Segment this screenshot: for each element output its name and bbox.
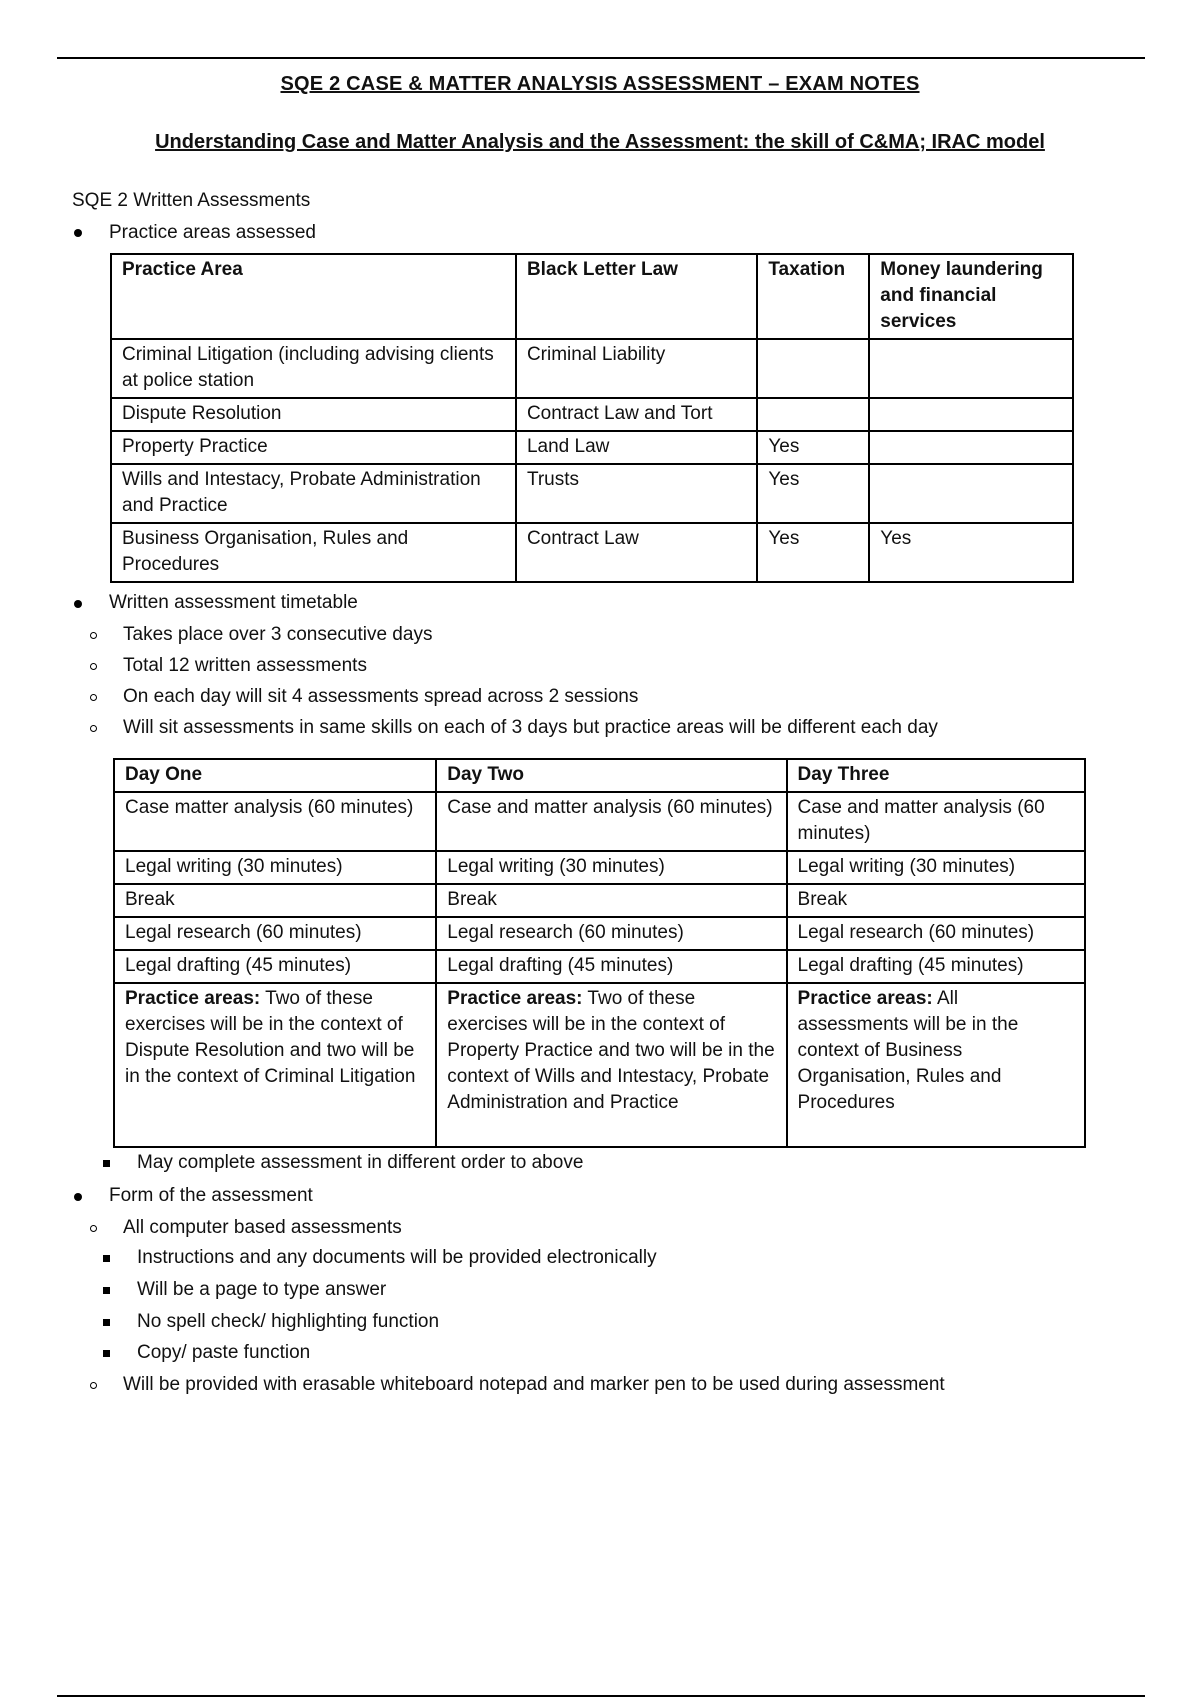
practice-areas-label: Practice areas: bbox=[447, 988, 583, 1009]
timetable-sub-item: Total 12 written assessments bbox=[123, 655, 367, 676]
header-day-one: Day One bbox=[114, 759, 436, 792]
table-cell: Break bbox=[114, 884, 436, 917]
table-cell: Legal writing (30 minutes) bbox=[787, 851, 1085, 884]
table-cell: Break bbox=[436, 884, 786, 917]
table-row bbox=[111, 398, 1073, 431]
bullet-dot-icon bbox=[74, 1193, 82, 1201]
bullet-ring-icon bbox=[90, 725, 97, 732]
bullet-ring-icon bbox=[90, 632, 97, 639]
table-header-row bbox=[114, 759, 1085, 792]
table-cell: Business Organisation, Rules and Procedures bbox=[111, 523, 516, 582]
bullet-dot-icon bbox=[74, 229, 82, 237]
table-cell: Legal research (60 minutes) bbox=[436, 917, 786, 950]
table-cell: Land Law bbox=[516, 431, 757, 464]
timetable-table bbox=[113, 758, 1086, 1148]
bullet-square-icon bbox=[103, 1287, 110, 1294]
table-cell: Case and matter analysis (60 minutes) bbox=[436, 792, 786, 851]
section-heading: SQE 2 Written Assessments bbox=[72, 190, 311, 211]
bullet-ring-icon bbox=[90, 694, 97, 701]
header-day-three: Day Three bbox=[787, 759, 1085, 792]
bottom-rule bbox=[57, 1695, 1145, 1697]
header-day-two: Day Two bbox=[436, 759, 786, 792]
timetable-bullet: Written assessment timetable bbox=[109, 592, 358, 613]
table-cell: Legal writing (30 minutes) bbox=[436, 851, 786, 884]
document-title: SQE 2 CASE & MATTER ANALYSIS ASSESSMENT – EXAM NOTES bbox=[280, 73, 920, 95]
table-row bbox=[114, 851, 1085, 884]
table-cell: Property Practice bbox=[111, 431, 516, 464]
form-item: Copy/ paste function bbox=[137, 1342, 311, 1363]
table-cell bbox=[114, 983, 436, 1147]
bullet-ring-icon bbox=[90, 663, 97, 670]
table-cell: Legal drafting (45 minutes) bbox=[114, 950, 436, 983]
table-cell: Legal research (60 minutes) bbox=[787, 917, 1085, 950]
top-rule bbox=[57, 57, 1145, 59]
table-cell: Criminal Liability bbox=[516, 339, 757, 398]
form-sub-item: All computer based assessments bbox=[123, 1217, 402, 1238]
practice-areas-bullet: Practice areas assessed bbox=[109, 222, 316, 243]
table-cell: Contract Law bbox=[516, 523, 757, 582]
table-row bbox=[114, 884, 1085, 917]
timetable-note: May complete assessment in different order to above bbox=[137, 1152, 584, 1173]
table-cell: Yes bbox=[757, 523, 869, 582]
practice-areas-text: Two of these exercises will be in the context of Property Practice and two will be in the context of Wills and Intestacy, Probate Administration and Practice bbox=[447, 988, 775, 1113]
table-cell: Break bbox=[787, 884, 1085, 917]
bullet-ring-icon bbox=[90, 1225, 97, 1232]
table-cell bbox=[757, 398, 869, 431]
bullet-ring-icon bbox=[90, 1382, 97, 1389]
timetable-sub-item: Will sit assessments in same skills on each of 3 days but practice areas will be different each day bbox=[123, 717, 938, 738]
table-cell: Criminal Litigation (including advising clients at police station bbox=[111, 339, 516, 398]
table-cell bbox=[869, 398, 1073, 431]
table-cell bbox=[436, 983, 786, 1147]
form-bullet: Form of the assessment bbox=[109, 1185, 313, 1206]
form-item: Instructions and any documents will be provided electronically bbox=[137, 1247, 657, 1268]
table-cell: Wills and Intestacy, Probate Administration and Practice bbox=[111, 464, 516, 523]
table-cell bbox=[869, 464, 1073, 523]
table-cell: Yes bbox=[757, 431, 869, 464]
header-taxation: Taxation bbox=[757, 254, 869, 339]
table-cell: Legal writing (30 minutes) bbox=[114, 851, 436, 884]
timetable-sub-item: Takes place over 3 consecutive days bbox=[123, 624, 433, 645]
table-row bbox=[111, 339, 1073, 398]
bullet-dot-icon bbox=[74, 600, 82, 608]
form-item: Will be a page to type answer bbox=[137, 1279, 387, 1300]
table-cell: Contract Law and Tort bbox=[516, 398, 757, 431]
bullet-square-icon bbox=[103, 1350, 110, 1357]
table-cell: Legal drafting (45 minutes) bbox=[787, 950, 1085, 983]
table-row bbox=[114, 950, 1085, 983]
table-cell: Dispute Resolution bbox=[111, 398, 516, 431]
document-subtitle: Understanding Case and Matter Analysis and the Assessment: the skill of C&MA; IRAC model bbox=[155, 131, 1045, 153]
table-row bbox=[111, 431, 1073, 464]
table-cell: Legal research (60 minutes) bbox=[114, 917, 436, 950]
table-cell: Trusts bbox=[516, 464, 757, 523]
table-row bbox=[111, 464, 1073, 523]
practice-areas-text: Two of these exercises will be in the context of Dispute Resolution and two will be in the context of Criminal Litigation bbox=[125, 988, 416, 1087]
table-cell bbox=[869, 431, 1073, 464]
form-item: No spell check/ highlighting function bbox=[137, 1311, 440, 1332]
practice-areas-label: Practice areas: bbox=[797, 988, 933, 1009]
table-row bbox=[114, 917, 1085, 950]
table-row-practice-areas bbox=[114, 983, 1085, 1147]
header-black-letter-law: Black Letter Law bbox=[516, 254, 757, 339]
table-header-row bbox=[111, 254, 1073, 339]
practice-areas-text: All assessments will be in the context of Business Organisation, Rules and Procedures bbox=[797, 988, 1019, 1113]
bullet-square-icon bbox=[103, 1160, 110, 1167]
header-money-laundering: Money laundering and financial services bbox=[869, 254, 1073, 339]
timetable-sub-item: On each day will sit 4 assessments spread across 2 sessions bbox=[123, 686, 639, 707]
table-cell: Yes bbox=[869, 523, 1073, 582]
table-row bbox=[114, 792, 1085, 851]
practice-areas-table bbox=[110, 253, 1074, 583]
table-cell: Case matter analysis (60 minutes) bbox=[114, 792, 436, 851]
practice-areas-label: Practice areas: bbox=[125, 988, 261, 1009]
form-sub-item: Will be provided with erasable whiteboard notepad and marker pen to be used during assessment bbox=[123, 1374, 945, 1395]
table-cell: Yes bbox=[757, 464, 869, 523]
bullet-square-icon bbox=[103, 1319, 110, 1326]
table-row bbox=[111, 523, 1073, 582]
table-cell: Case and matter analysis (60 minutes) bbox=[787, 792, 1085, 851]
table-cell bbox=[757, 339, 869, 398]
table-cell bbox=[787, 983, 1085, 1147]
table-cell: Legal drafting (45 minutes) bbox=[436, 950, 786, 983]
table-cell bbox=[869, 339, 1073, 398]
bullet-square-icon bbox=[103, 1255, 110, 1262]
header-practice-area: Practice Area bbox=[111, 254, 516, 339]
